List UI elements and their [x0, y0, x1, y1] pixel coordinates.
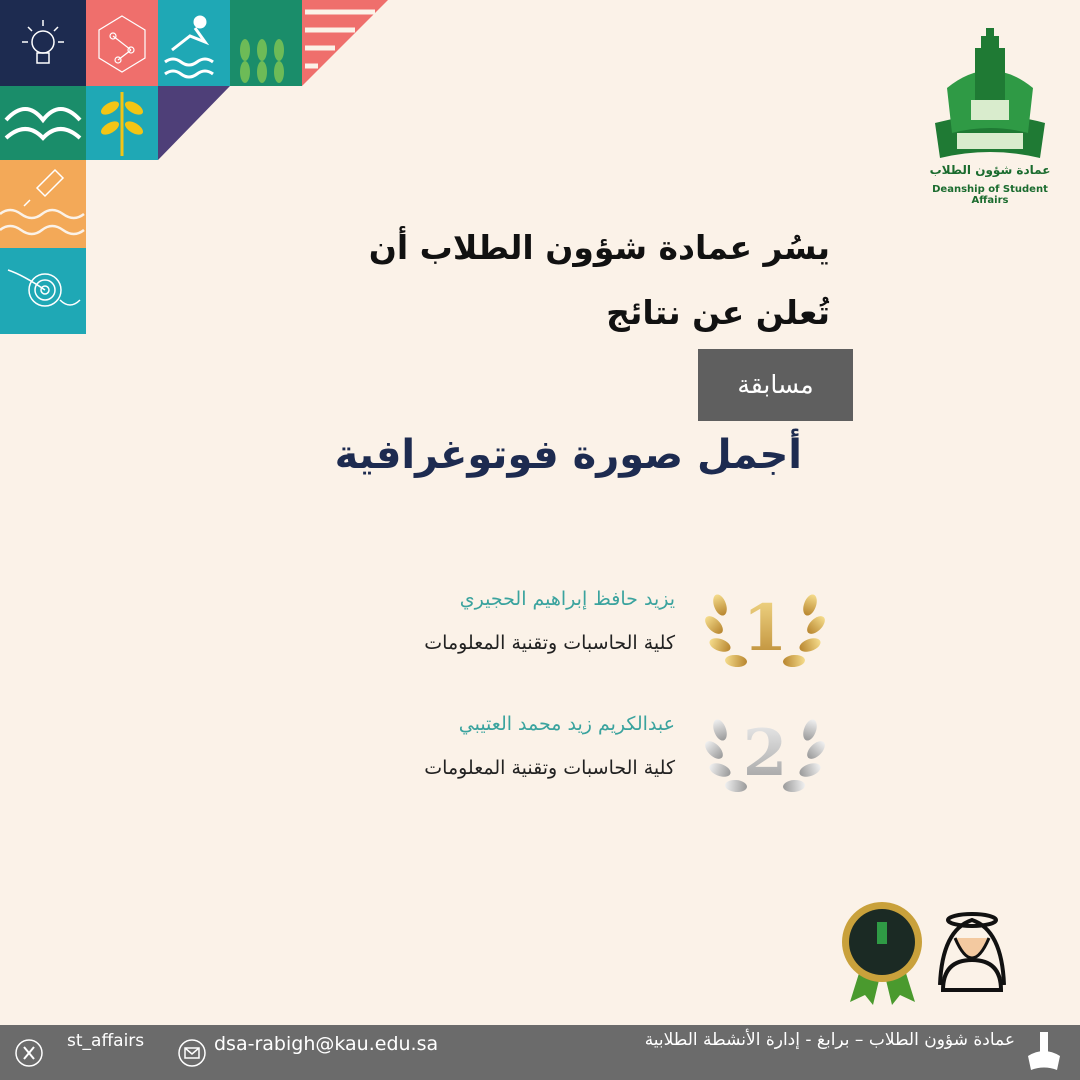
footer-bar [0, 1025, 1080, 1080]
winner-2-college: كلية الحاسبات وتقنية المعلومات [424, 757, 675, 779]
competition-badge: مسابقة [698, 349, 853, 421]
university-small-logo [1024, 1030, 1064, 1075]
person-icon [935, 910, 1010, 995]
headline-line-2: تُعلن عن نتائج [606, 293, 830, 332]
mail-icon[interactable] [177, 1039, 207, 1067]
rank-2-label: 2 [742, 716, 788, 791]
logo-english-text: Deanship of Student Affairs [932, 184, 1048, 206]
email-link[interactable]: dsa-rabigh@kau.edu.sa [214, 1033, 439, 1055]
logo-arabic-text: عمادة شؤون الطلاب [929, 163, 1051, 177]
rank-1-label: 1 [742, 591, 788, 666]
decorative-mosaic [0, 0, 390, 340]
social-handle-link[interactable]: st_affairs [67, 1031, 145, 1051]
winner-2-name: عبدالكريم زيد محمد العتيبي [458, 713, 675, 735]
winner-1-college: كلية الحاسبات وتقنية المعلومات [424, 632, 675, 654]
award-medal-icon [840, 900, 925, 1005]
headline-line-1: يسُر عمادة شؤون الطلاب أن [368, 228, 830, 267]
winner-1-name: يزيد حافظ إبراهيم الحجيري [459, 588, 675, 610]
competition-title: أجمل صورة فوتوغرافية [334, 432, 802, 478]
x-icon[interactable] [14, 1038, 44, 1068]
gold-wreath-icon [700, 575, 830, 680]
footer-info-text: عمادة شؤون الطلاب – برابغ - إدارة الأنشطة الطلابية [644, 1030, 1015, 1050]
silver-wreath-icon [700, 700, 830, 805]
